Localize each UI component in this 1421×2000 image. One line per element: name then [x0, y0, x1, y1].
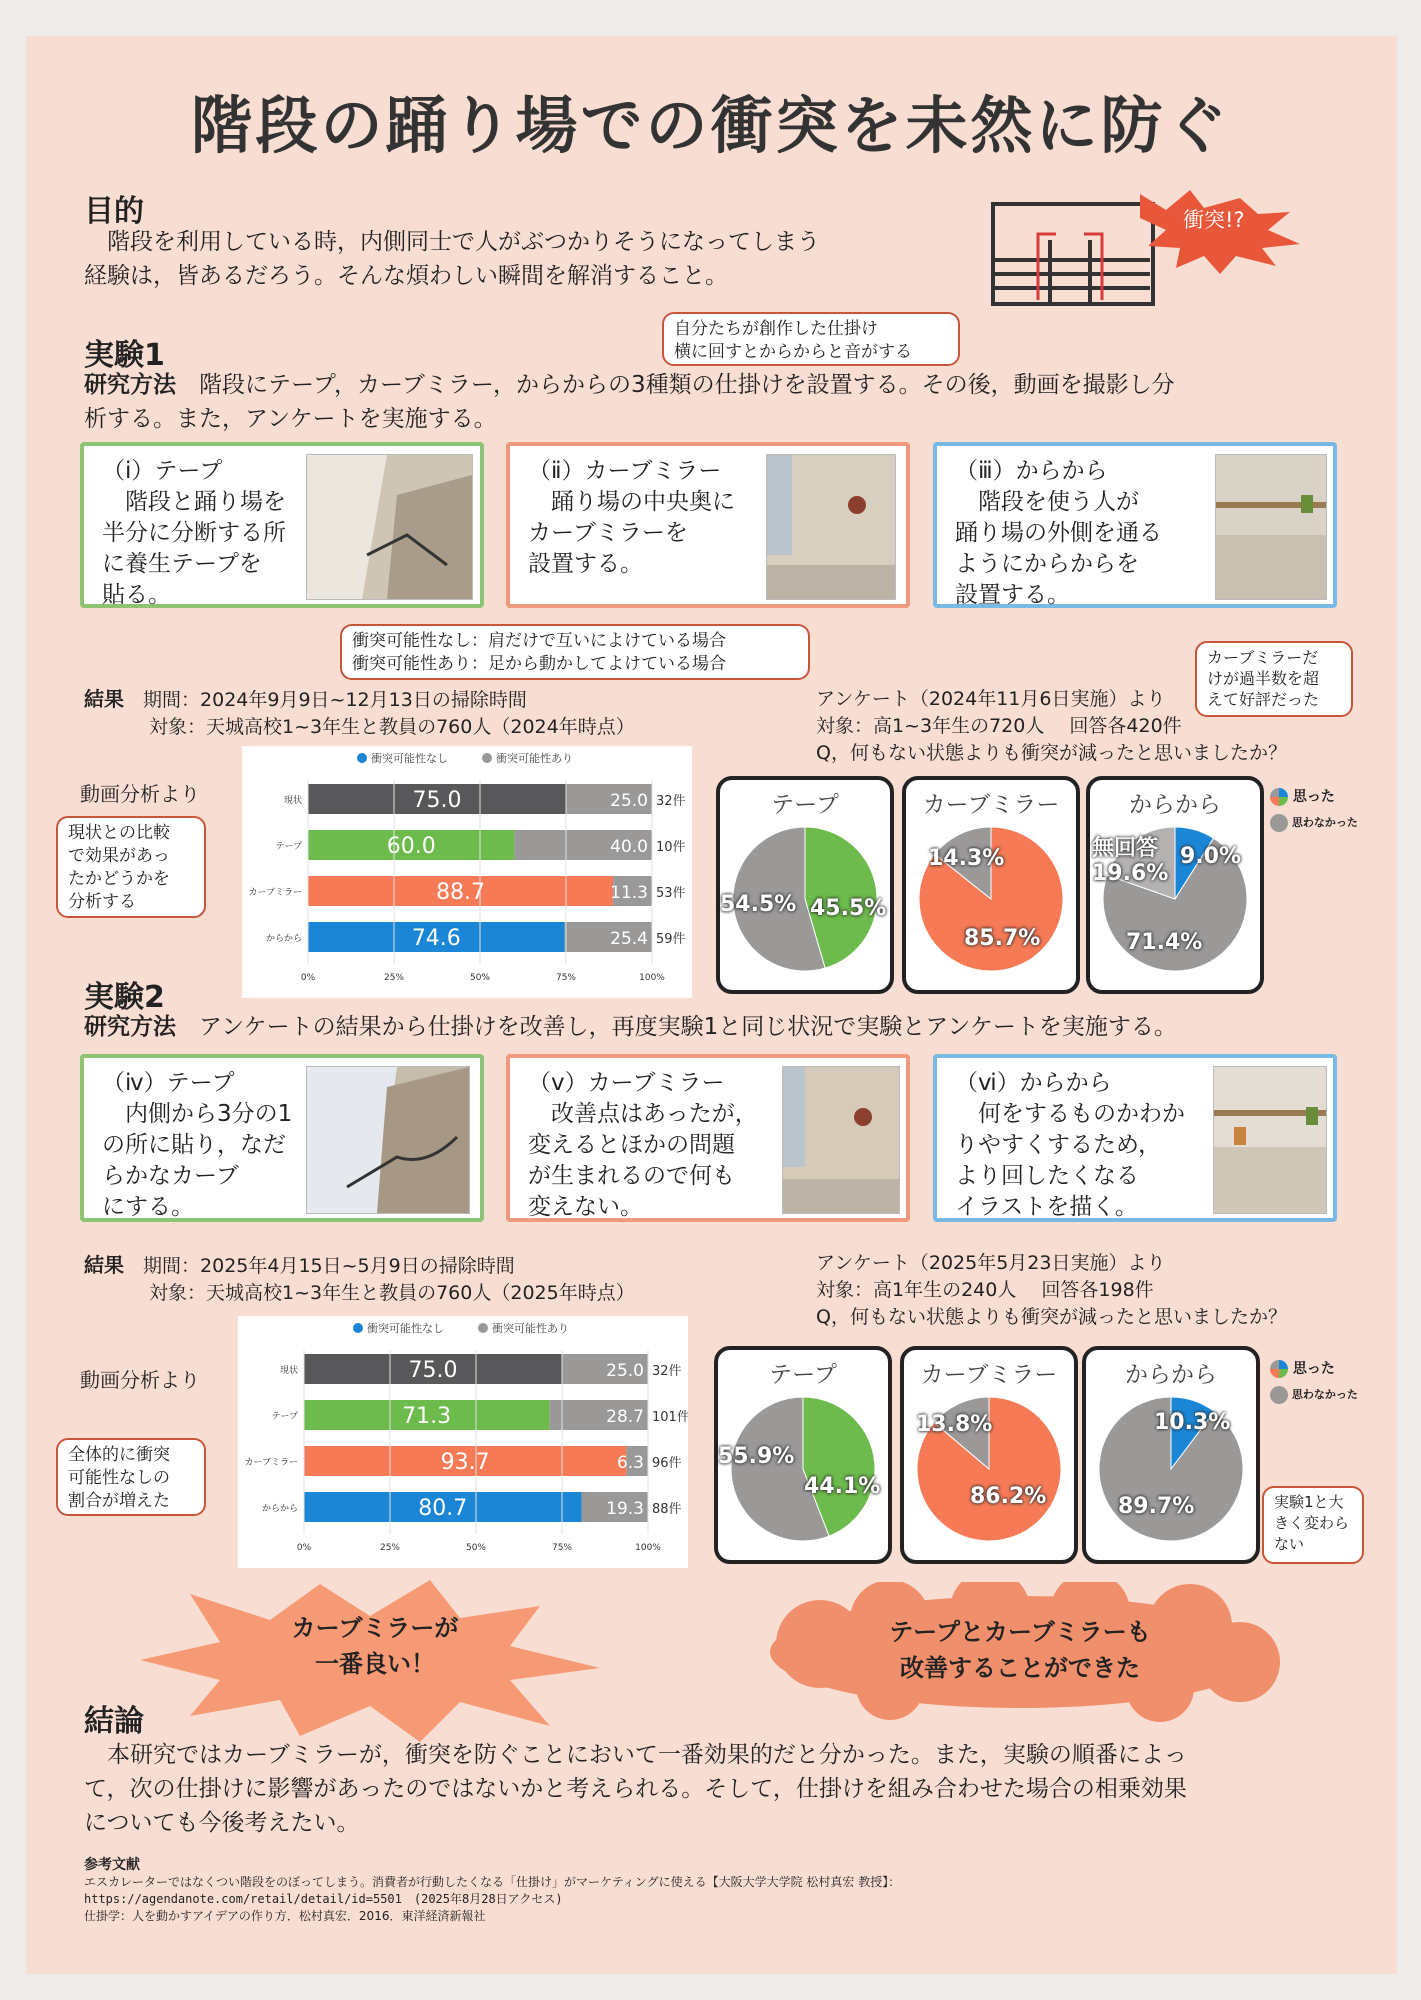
- video-label: 動画分析より: [80, 1368, 200, 1392]
- mirror2-photo: [782, 1066, 900, 1214]
- count-label: 101件: [652, 1410, 688, 1425]
- exp2-bar-chart: [238, 1316, 688, 1568]
- result-label: 結果: [84, 687, 124, 711]
- video-callout: 現状との比較 で効果があっ たかどうかを 分析する: [56, 816, 206, 918]
- tick-label: 50%: [465, 1543, 487, 1553]
- karakara2-photo: [1213, 1066, 1327, 1214]
- pie-label-no: 71.4%: [1126, 930, 1203, 955]
- category-label: からから: [265, 934, 302, 944]
- exp2-pie-tape: [714, 1346, 892, 1564]
- bar-value-label: 6.3: [616, 1453, 644, 1473]
- reference-line-1: エスカレーターではなくつい階段をのぼってしまう。消費者が行動したくなる「仕掛け」がマーケティングに使える【大阪大学大学院 松村真宏 教授】：: [84, 1875, 901, 1889]
- result-period: 期間：2025年4月15日~5月9日の掃除時間: [143, 1255, 515, 1277]
- legend-marker: [482, 753, 492, 763]
- count-label: 32件: [656, 794, 686, 809]
- pie-label-no: 54.5%: [720, 892, 797, 917]
- result-target: 対象：天城高校1~3年生と教員の760人（2025年時点）: [149, 1282, 635, 1304]
- exp1-pie-mirror: [902, 776, 1080, 994]
- exp1-callout: 自分たちが創作した仕掛け 横に回すとからからと音がする: [662, 312, 960, 366]
- exp2-method: [84, 1010, 1374, 1044]
- box-text: （ⅰ）テープ 階段と踊り場を 半分に分断する所 に養生テープを 貼る。: [102, 458, 286, 608]
- box-text: （ⅱ）カーブミラー 踊り場の中央奥に カーブミラーを 設置する。: [528, 458, 735, 577]
- survey-line-3: Q，何もない状態よりも衝突が減ったと思いましたか？: [816, 1306, 1287, 1328]
- pie-title: テープ: [769, 1362, 837, 1388]
- pie-label-no: 14.3%: [928, 846, 1005, 871]
- pie-title: カーブミラー: [920, 1362, 1058, 1388]
- survey-line-1: アンケート（2024年11月6日実施）より: [816, 688, 1166, 710]
- result-period: 期間：2024年9月9日~12月13日の掃除時間: [143, 689, 527, 711]
- bar-value-label: 74.6: [411, 926, 461, 951]
- references: [84, 1874, 1364, 1925]
- tick-label: 100%: [639, 973, 665, 983]
- purpose-text: [84, 225, 984, 293]
- exp1-result-info: [84, 686, 635, 741]
- pie-label-yes: 9.0%: [1180, 844, 1242, 869]
- legend-marker: [353, 1323, 363, 1333]
- tape-photo: [306, 454, 473, 600]
- bar-value-label: 80.7: [418, 1496, 468, 1521]
- bar-value-label: 11.3: [610, 883, 648, 903]
- bar-legend: [353, 1321, 569, 1335]
- exp1-pie-karakara: [1086, 776, 1264, 994]
- legend-no-icon: [1270, 814, 1288, 832]
- exp2-heading: 実験2: [84, 980, 165, 1015]
- video-label: 動画分析より: [80, 782, 200, 806]
- cloud-text: テープとカーブミラーも 改善することができた: [889, 1618, 1151, 1682]
- result-target: 対象：天城高校1~3年生と教員の760人（2024年時点）: [149, 716, 635, 738]
- exp1-box-karakara: [933, 442, 1337, 608]
- pie-legend-2: [1270, 1358, 1358, 1404]
- method-label: 研究方法: [84, 372, 176, 398]
- bar-value-label: 71.3: [402, 1404, 452, 1429]
- legend-yes: 思った: [1292, 1361, 1335, 1377]
- exp2-pie-mirror: [900, 1346, 1078, 1564]
- references-heading: 参考文献: [84, 1857, 140, 1873]
- method-label: 研究方法: [84, 1014, 176, 1040]
- category-label: 現状: [283, 796, 302, 806]
- pie-title: からから: [1129, 792, 1221, 818]
- bar-value-label: 25.0: [610, 791, 648, 811]
- pie-label-yes: 44.1%: [804, 1474, 881, 1499]
- exp2-survey-info: [816, 1250, 1287, 1331]
- box-text: （ⅲ）からから 階段を使う人が 踊り場の外側を通る ようにからからを 設置する。: [955, 458, 1162, 608]
- bar-value-label: 25.4: [610, 929, 648, 949]
- bar-value-label: 28.7: [606, 1407, 644, 1427]
- box-text: （ⅴ）カーブミラー 改善点はあったが， 変えるとほかの問題 が生まれるので何も 変えない。: [528, 1070, 758, 1220]
- exp1-bar-chart: [242, 746, 692, 998]
- pie-label-yes: 86.2%: [970, 1484, 1047, 1509]
- box-text: （ⅳ）テープ 内側から3分の1 の所に貼り，なだ らかなカーブ にする。: [102, 1070, 293, 1220]
- pie-label-no: 13.8%: [916, 1412, 993, 1437]
- tick-label: 50%: [469, 973, 491, 983]
- collision-stairs-icon: [990, 190, 1320, 310]
- count-label: 96件: [652, 1456, 682, 1471]
- survey-line-2: 対象：高1年生の240人 回答各198件: [816, 1279, 1154, 1301]
- purpose-line-1: 階段を利用している時，内側同士で人がぶつかりそうになってしまう: [84, 229, 820, 255]
- pie-legend-1: [1270, 786, 1358, 832]
- tick-label: 75%: [555, 973, 577, 983]
- definition-callout: 衝突可能性なし：肩だけで互いによけている場合 衝突可能性あり：足から動かしてよけている場合: [340, 624, 810, 680]
- mirror-photo: [766, 454, 896, 600]
- legend-no: 思わなかった: [1291, 816, 1358, 829]
- pie-title: カーブミラー: [922, 792, 1060, 818]
- method-line-1: アンケートの結果から仕掛けを改善し，再度実験1と同じ状況で実験とアンケートを実施する。: [176, 1014, 1177, 1040]
- method-line-1: 階段にテープ，カーブミラー，からからの3種類の仕掛けを設置する。その後，動画を撮影し分: [176, 372, 1175, 398]
- category-label: テープ: [275, 842, 302, 852]
- exp2-box-mirror: [506, 1054, 910, 1222]
- reference-line-2: https://agendanote.com/retail/detail/id=5501 (2025年8月28日アクセス): [84, 1892, 563, 1906]
- karakara-photo: [1215, 454, 1327, 600]
- legend-yes-icon: [1270, 788, 1288, 806]
- conclusion-text: 本研究ではカーブミラーが，衝突を防ぐことにおいて一番効果的だと分かった。また，実験の順番によっ て，次の仕掛けに影響があったのではないかと考えられる。そして，仕掛けを組み合わせた場合の相乗効果 についても今後考えたい。: [84, 1742, 1187, 1836]
- legend-yes: 思った: [1292, 789, 1335, 805]
- bar-value-label: 60.0: [386, 834, 436, 859]
- exp2-result-info: [84, 1252, 635, 1307]
- tick-label: 0%: [300, 973, 316, 983]
- pie-title: からから: [1125, 1362, 1217, 1388]
- legend-label: 衝突可能性なし: [367, 1322, 444, 1335]
- video-callout: 全体的に衝突 可能性なしの 割合が増えた: [56, 1438, 206, 1516]
- bar-value-label: 75.0: [408, 1358, 458, 1383]
- bar-value-label: 75.0: [412, 788, 462, 813]
- box-text: （ⅵ）からから 何をするものかわか りやすくするため， より回したくなる イラストを描く。: [955, 1070, 1185, 1220]
- tick-label: 25%: [383, 973, 405, 983]
- category-label: 現状: [279, 1366, 298, 1376]
- result-label: 結果: [84, 1253, 124, 1277]
- exp1-method: [84, 368, 1344, 436]
- survey-line-1: アンケート（2025年5月23日実施）より: [816, 1252, 1166, 1274]
- legend-label: 衝突可能性あり: [496, 752, 573, 765]
- bar-value-label: 40.0: [610, 837, 648, 857]
- exp2-box-karakara: [933, 1054, 1337, 1222]
- bar-value-label: 88.7: [436, 880, 486, 905]
- tick-label: 25%: [379, 1543, 401, 1553]
- pie-label-yes: 45.5%: [810, 896, 887, 921]
- legend-label: 衝突可能性なし: [371, 752, 448, 765]
- pie-label-no: 55.9%: [718, 1444, 795, 1469]
- tick-label: 0%: [296, 1543, 312, 1553]
- reference-line-3: 仕掛学：人を動かすアイデアの作り方．松村真宏．2016．東洋経済新報社: [84, 1909, 486, 1923]
- exp1-heading: 実験1: [84, 338, 165, 373]
- legend-no-icon: [1270, 1386, 1288, 1404]
- count-label: 32件: [652, 1364, 682, 1379]
- count-label: 10件: [656, 840, 686, 855]
- survey-line-3: Q，何もない状態よりも衝突が減ったと思いましたか？: [816, 742, 1287, 764]
- legend-no: 思わなかった: [1291, 1388, 1358, 1401]
- category-label: テープ: [271, 1412, 298, 1422]
- collision-label: 衝突!?: [1183, 208, 1245, 232]
- count-label: 53件: [656, 886, 686, 901]
- bar-value-label: 93.7: [440, 1450, 490, 1475]
- pie-label-yes: 85.7%: [964, 926, 1041, 951]
- legend-label: 衝突可能性あり: [492, 1322, 569, 1335]
- tape2-photo: [306, 1066, 470, 1214]
- conclusion-heading: 結論: [84, 1704, 144, 1739]
- legend-yes-icon: [1270, 1360, 1288, 1378]
- purpose-heading: 目的: [84, 194, 144, 229]
- bar-value-label: 19.3: [606, 1499, 644, 1519]
- pie-label-yes: 10.3%: [1154, 1410, 1231, 1435]
- count-label: 88件: [652, 1502, 682, 1517]
- category-label: カーブミラー: [244, 1458, 298, 1468]
- survey-callout: カーブミラーだ けが過半数を超 えて好評だった: [1195, 641, 1353, 717]
- exp2-pie-karakara: [1082, 1346, 1260, 1564]
- pie-title: テープ: [771, 792, 839, 818]
- survey-callout-2: 実験1と大 きく変わら ない: [1262, 1486, 1364, 1564]
- legend-marker: [357, 753, 367, 763]
- exp2-box-tape: [80, 1054, 484, 1222]
- page-title: 階段の踊り場での衝突を未然に防ぐ: [190, 89, 1231, 162]
- bar-value-label: 25.0: [606, 1361, 644, 1381]
- tick-label: 75%: [551, 1543, 573, 1553]
- purpose-line-2: 経験は，皆あるだろう。そんな煩わしい瞬間を解消すること。: [84, 263, 728, 289]
- tick-label: 100%: [635, 1543, 661, 1553]
- bar-legend: [357, 751, 573, 765]
- pie-label-noanswer: 無回答 19.6%: [1092, 836, 1169, 886]
- survey-line-2: 対象：高1~3年生の720人 回答各420件: [816, 715, 1182, 737]
- pie-label-no: 89.7%: [1118, 1494, 1195, 1519]
- legend-marker: [478, 1323, 488, 1333]
- category-label: からから: [261, 1504, 298, 1514]
- exp1-pie-tape: [716, 776, 894, 994]
- category-label: カーブミラー: [248, 888, 302, 898]
- burst-text: カーブミラーが 一番良い！: [291, 1614, 459, 1678]
- exp1-box-mirror: [506, 442, 910, 608]
- method-line-2: 析する。また，アンケートを実施する。: [84, 406, 497, 432]
- count-label: 59件: [656, 932, 686, 947]
- exp1-box-tape: [80, 442, 484, 608]
